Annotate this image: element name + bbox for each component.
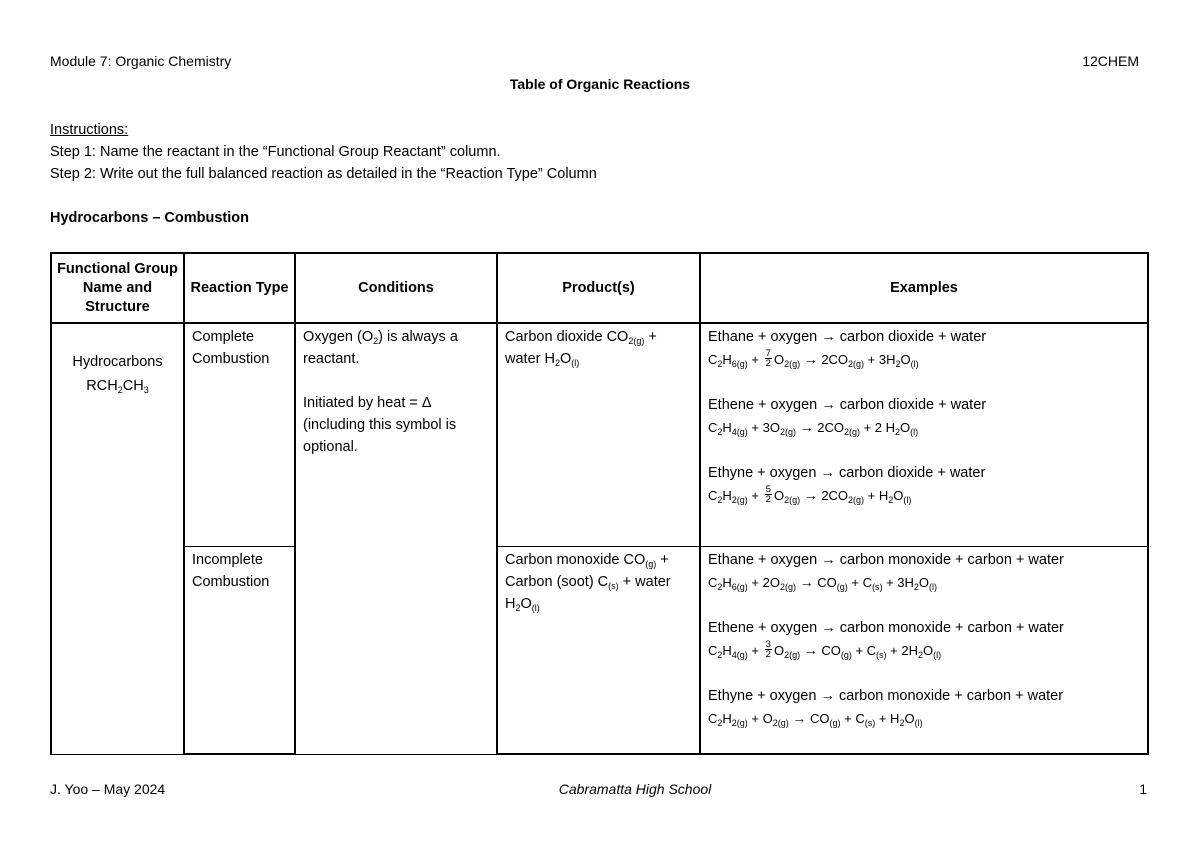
col-header-products: Product(s): [497, 253, 700, 323]
table-header-row: [51, 253, 1148, 323]
example-chemical-equation: $C_2H_{2(g)} + O_{2(g)} \to CO_{(g)} + C_{(s)} + H_2O_{(l)}$: [708, 710, 923, 728]
fraction: $\frac{3}{2}$: [765, 639, 771, 661]
functional-group-structure: $RCH_2CH_3$: [86, 378, 149, 395]
instruction-step-2: Step 2: Write out the full balanced reaction as detailed in the “Reaction Type” Column: [50, 166, 597, 182]
products-complete: Carbon dioxide $CO_{2(g)}$ + water $H_2O_{(l)}$: [497, 323, 700, 547]
page-title: Table of Organic Reactions: [509, 76, 691, 92]
table-row: [51, 547, 1148, 755]
course-code: 12CHEM: [1082, 53, 1139, 69]
example-word-equation: Ethyne + oxygen → carbon dioxide + water: [708, 465, 986, 481]
instructions: [50, 119, 597, 185]
example-chemical-equation: $C_2H_{4(g)}$ + $\frac{3}{2}$ $O_{2(g)} \to CO_{(g)} + C_{(s)} + 2H_2O_{(l)}$: [708, 639, 942, 661]
functional-group-cell: [51, 323, 184, 754]
footer-school: Cabramatta High School: [558, 781, 712, 797]
example-chemical-equation: $C_2H_{6(g)}$ + $\frac{7}{2}$ $O_{2(g)} \to 2CO_{2(g)} + 3H_2O_{(l)}$: [708, 348, 919, 370]
reaction-type-complete: Complete Combustion: [184, 323, 295, 547]
page-number: 1: [1139, 781, 1147, 797]
conditions-heat: Initiated by heat = Δ (including this symbol is optional.: [303, 395, 457, 455]
table-row: [51, 323, 1148, 547]
conditions-oxygen: Oxygen $(O_2)$ is always a reactant.: [303, 329, 458, 367]
example-chemical-equation: $C_2H_{6(g)} + 2O_{2(g)} \to CO_{(g)} + C_{(s)} + 3H_2O_{(l)}$: [708, 574, 938, 592]
conditions-cell: [295, 323, 497, 754]
footer-author: J. Yoo – May 2024: [50, 781, 166, 797]
example-word-equation: Ethane + oxygen → carbon dioxide + water: [708, 329, 987, 345]
functional-group-name: Hydrocarbons: [72, 354, 163, 370]
reaction-type-incomplete: Incomplete Combustion: [184, 547, 295, 755]
reactions-table: [50, 252, 1149, 755]
examples-incomplete: [700, 547, 1148, 755]
example-word-equation: Ethene + oxygen → carbon monoxide + carbon + water: [708, 620, 1064, 636]
module-title: Module 7: Organic Chemistry: [50, 53, 232, 69]
example-word-equation: Ethyne + oxygen → carbon monoxide + carbon + water: [708, 688, 1064, 704]
instructions-heading: Instructions:: [50, 122, 129, 138]
fraction: $\frac{7}{2}$: [765, 348, 771, 370]
col-header-conditions: Conditions: [295, 253, 497, 323]
example-word-equation: Ethene + oxygen → carbon dioxide + water: [708, 397, 987, 413]
examples-complete: [700, 323, 1148, 547]
products-incomplete: Carbon monoxide $CO_{(g)}$ + Carbon (soot) $C_{(s)}$ + water $H_2O_{(l)}$: [497, 547, 700, 755]
example-word-equation: Ethane + oxygen → carbon monoxide + carbon + water: [708, 552, 1064, 568]
col-header-examples: Examples: [700, 253, 1148, 323]
fraction: $\frac{5}{2}$: [765, 484, 771, 506]
col-header-reaction-type: Reaction Type: [184, 253, 295, 323]
example-chemical-equation: $C_2H_{2(g)}$ + $\frac{5}{2}$ $O_{2(g)} \to 2CO_{2(g)} + H_2O_{(l)}$: [708, 484, 912, 506]
section-title: Hydrocarbons – Combustion: [50, 210, 249, 226]
col-header-functional-group: Functional Group Name and Structure: [51, 253, 184, 323]
instruction-step-1: Step 1: Name the reactant in the “Functional Group Reactant” column.: [50, 144, 501, 160]
example-chemical-equation: $C_2H_{4(g)} + 3O_{2(g)} \to 2CO_{2(g)} + 2$ $H_2O_{(l)}$: [708, 419, 919, 437]
